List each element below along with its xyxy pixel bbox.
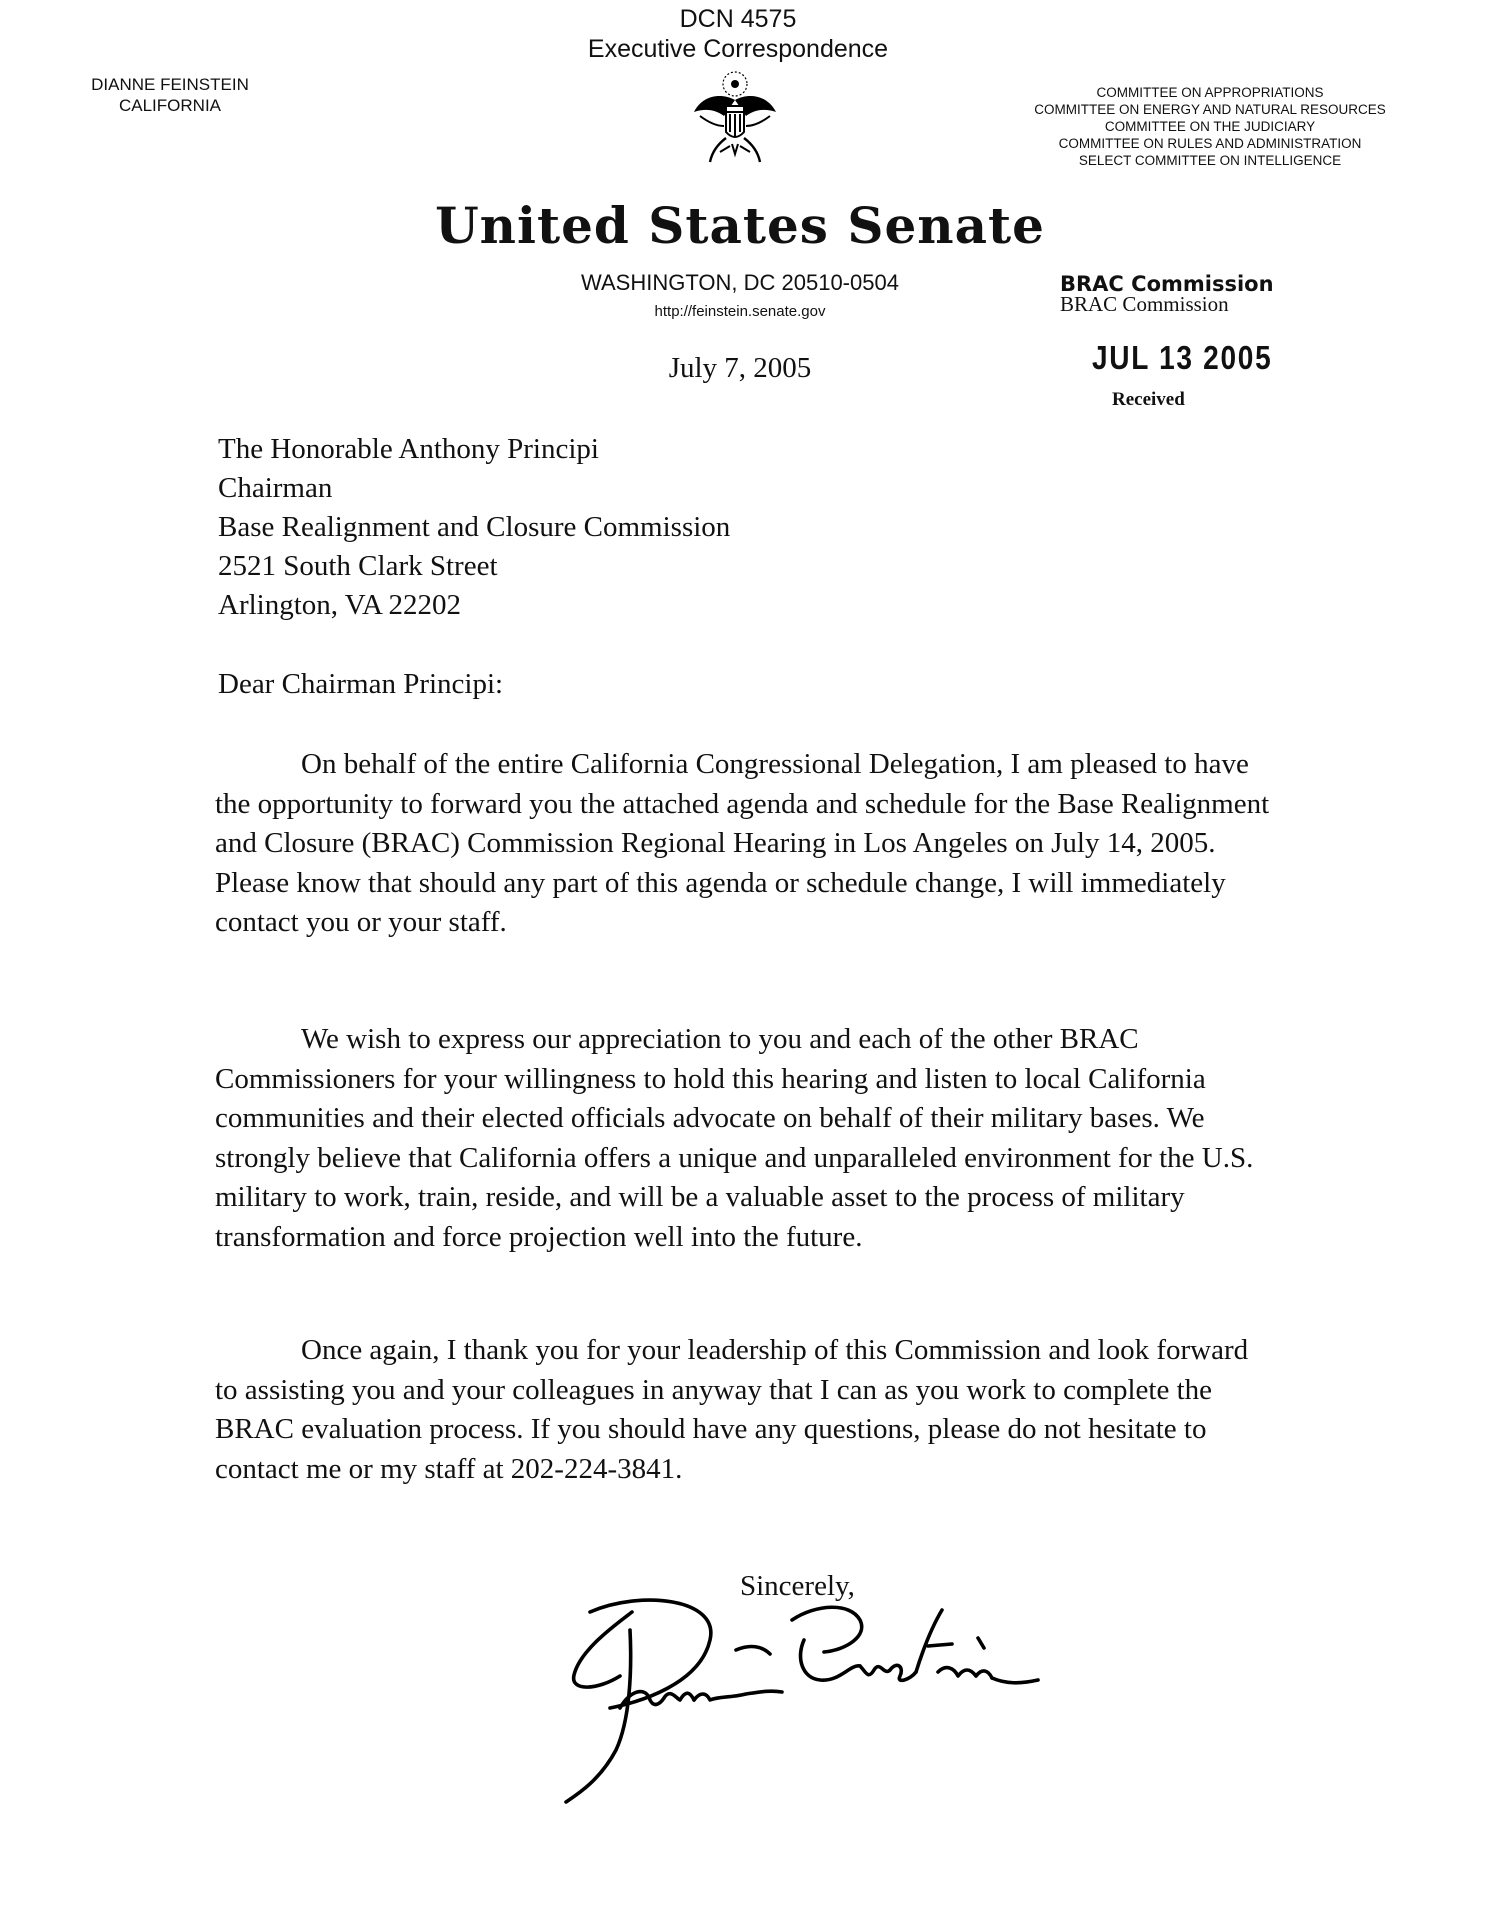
body-paragraph: We wish to express our appreciation to you and each of the other BRAC Commissioners for your willingness to hold this hearing and listen to local California communities and their elected officials advocate on behalf of their military bases. We strongly believe that California offers a unique and unparalleled environment for the U.S. military to work, train, reside, and will be a valuable asset to the process of military transformation and force projection well into the future. xyxy=(215,1023,1254,1253)
committee-list xyxy=(1020,84,1400,169)
recipient-line: 2521 South Clark Street xyxy=(218,550,498,582)
committee-item: COMMITTEE ON APPROPRIATIONS xyxy=(1096,85,1324,100)
recipient-line: Base Realignment and Closure Commission xyxy=(218,511,731,543)
recipient-line: Arlington, VA 22202 xyxy=(218,589,462,621)
body-paragraph: On behalf of the entire California Congressional Delegation, I am pleased to have the opportunity to forward you the attached agenda and schedule for the Base Realignment and Closure (BRAC) Commission Regional Hearing in Los Angeles on July 14, 2005. Please know that should any part of this agenda or schedule change, I will immediately contact you or your staff. xyxy=(215,748,1270,938)
stamp-line-1: BRAC Commission xyxy=(1060,272,1274,296)
stamp-status: Received xyxy=(1112,389,1185,410)
received-stamp xyxy=(1060,272,1330,411)
letterhead-address-text: WASHINGTON, DC 20510-0504 xyxy=(581,270,899,295)
letterhead-title xyxy=(0,196,1500,255)
committee-item: SELECT COMMITTEE ON INTELLIGENCE xyxy=(1078,153,1342,168)
letterhead-url-text: http://feinstein.senate.gov xyxy=(654,303,826,320)
sender-name: DIANNE FEINSTEIN xyxy=(91,75,249,94)
sender-state: CALIFORNIA xyxy=(118,96,222,115)
signature xyxy=(560,1580,1140,1820)
sender-block xyxy=(70,74,270,116)
document-header xyxy=(0,4,1500,64)
closing: Sincerely, xyxy=(740,1570,855,1602)
committee-item: COMMITTEE ON ENERGY AND NATURAL RESOURCES xyxy=(1034,102,1386,117)
salutation: Dear Chairman Principi: xyxy=(218,668,504,700)
recipient-line: The Honorable Anthony Principi xyxy=(218,433,599,465)
committee-item: COMMITTEE ON THE JUDICIARY xyxy=(1104,119,1316,134)
letterhead-title-text: United States Senate xyxy=(435,196,1045,255)
recipient-line: Chairman xyxy=(218,472,333,504)
dcn-number: DCN 4575 xyxy=(679,5,797,33)
stamp-line-2: BRAC Commission xyxy=(1060,292,1229,316)
document-category: Executive Correspondence xyxy=(587,35,889,63)
body-paragraph: Once again, I thank you for your leadership of this Commission and look forward to assisting you and your colleagues in anyway that I can as you work to complete the BRAC evaluation process. If you should have any questions, please do not hesitate to contact me or my staff at 202-224-3841. xyxy=(215,1334,1249,1485)
senate-seal-icon xyxy=(690,70,780,170)
recipient-address xyxy=(218,430,730,625)
stamp-date: JUL 13 2005 xyxy=(1092,339,1273,376)
letter-date-text: July 7, 2005 xyxy=(668,352,812,384)
committee-item: COMMITTEE ON RULES AND ADMINISTRATION xyxy=(1058,136,1362,151)
